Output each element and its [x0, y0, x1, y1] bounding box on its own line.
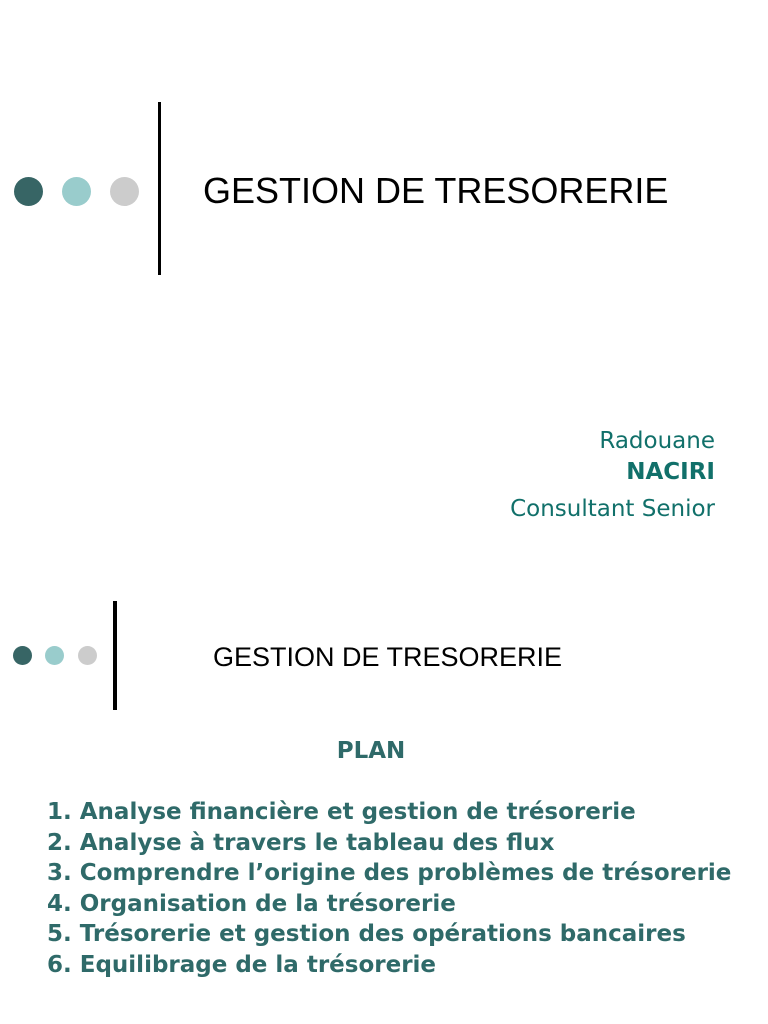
- plan-item: 2. Analyse à travers le tableau des flux: [47, 829, 555, 856]
- plan-list: [47, 797, 747, 981]
- plan-item: 1. Analyse financière et gestion de trésorerie: [47, 799, 636, 825]
- plan-item: 4. Organisation de la trésorerie: [47, 890, 456, 917]
- slide-1-title: GESTION DE TRESORERIE: [203, 170, 669, 211]
- author-role: Consultant Senior: [510, 496, 715, 522]
- dark-teal-dot: [14, 177, 43, 206]
- title-divider: [113, 601, 117, 710]
- title-divider: [158, 102, 161, 275]
- grey-dot: [78, 646, 97, 665]
- author-last-name: NACIRI: [626, 459, 715, 485]
- slide-2-title: GESTION DE TRESORERIE: [213, 642, 563, 672]
- plan-item: 3. Comprendre l’origine des problèmes de trésorerie: [47, 860, 732, 887]
- dark-teal-dot: [13, 646, 32, 665]
- light-teal-dot: [62, 177, 91, 206]
- author-first-name: Radouane: [599, 428, 715, 454]
- author-block: [510, 426, 715, 525]
- light-teal-dot: [45, 646, 64, 665]
- plan-item: 6. Equilibrage de la trésorerie: [47, 951, 437, 978]
- plan-item: 5. Trésorerie et gestion des opérations bancaires: [47, 921, 686, 948]
- grey-dot: [110, 177, 139, 206]
- plan-heading: PLAN: [336, 738, 406, 764]
